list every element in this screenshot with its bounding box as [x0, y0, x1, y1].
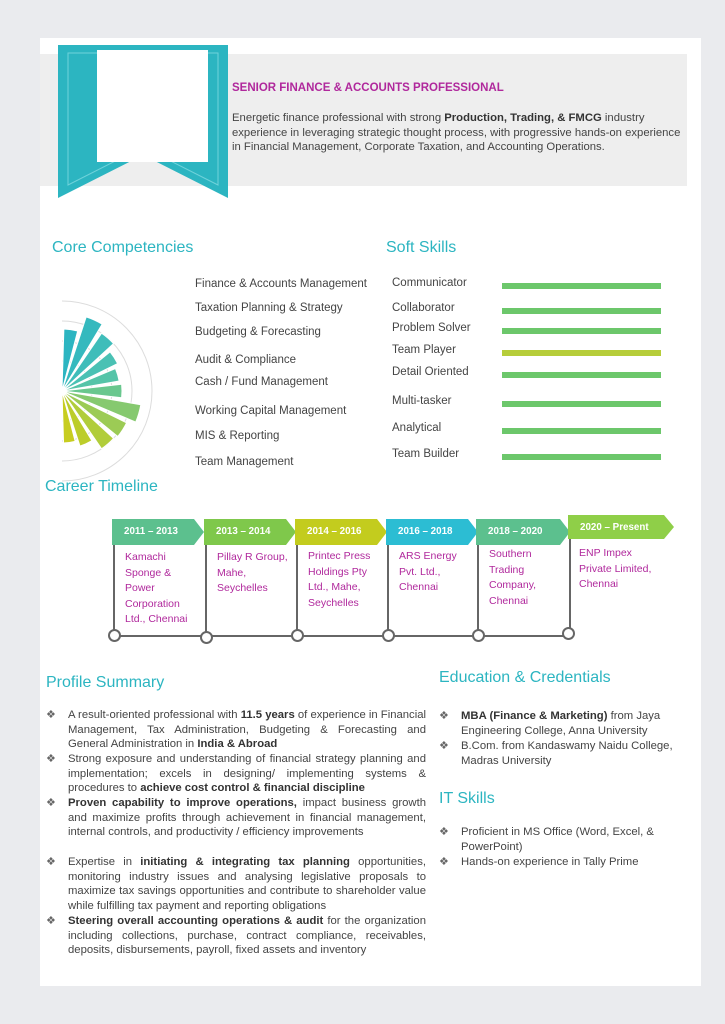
resume-page	[40, 38, 701, 986]
soft-skill-label: Team Player	[392, 344, 456, 356]
timeline-period: 2014 – 2016	[307, 526, 362, 537]
diamond-bullet-icon: ❖	[439, 826, 449, 838]
timeline-connector	[477, 545, 479, 635]
timeline-dot	[108, 629, 121, 642]
soft-skill-label: Problem Solver	[392, 322, 471, 334]
timeline-company: ARS Energy Pvt. Ltd., Chennai	[399, 550, 457, 593]
competency-item: Audit & Compliance	[195, 354, 296, 366]
soft-skill-label: Team Builder	[392, 448, 460, 460]
competency-item: Working Capital Management	[195, 405, 347, 417]
timeline-company: Printec Press Holdings Pty Ltd., Mahe, Seychelles	[308, 550, 371, 609]
competency-radial-chart	[60, 286, 160, 496]
soft-skill-label: Detail Oriented	[392, 366, 469, 378]
competency-item: Taxation Planning & Strategy	[195, 302, 343, 314]
competency-item: Finance & Accounts Management	[195, 278, 367, 290]
timeline-company: Southern Trading Company, Chennai	[489, 548, 537, 607]
competency-item: Team Management	[195, 456, 294, 468]
soft-skill-label: Communicator	[392, 277, 467, 289]
profile-bullet: ❖ Expertise in initiating & integrating tax planning opportunities, monitoring industry issues and analysing legislative proposals to maximize tax savings opportunities and contribute to shareholder value while fulfilling tax payment and reporting obligations	[46, 856, 426, 912]
diamond-bullet-icon: ❖	[46, 856, 56, 868]
core-competencies-heading: Core Competencies	[52, 239, 194, 256]
timeline-period: 2018 – 2020	[488, 526, 543, 537]
profile-bullet: ❖ Strong exposure and understanding of financial strategy planning and implementation; excels in designing/ implementing systems & procedures to achieve cost control & financial discipline	[46, 753, 426, 795]
timeline-period: 2020 – Present	[580, 522, 649, 533]
headline-title: SENIOR FINANCE & ACCOUNTS PROFESSIONAL	[232, 82, 504, 94]
education-item: ❖ MBA (Finance & Marketing) from Jaya Engineering College, Anna University	[439, 710, 661, 737]
timeline-period: 2013 – 2014	[216, 526, 271, 537]
headline-summary: Energetic finance professional with strong Production, Trading, & FMCG industry experience in leveraging strategic thought process, with progressive hands-on experience in Financial Management, Corporate Taxation, and Accounting Operations.	[232, 112, 681, 153]
soft-skill-bar	[502, 350, 661, 356]
soft-skills-heading: Soft Skills	[386, 239, 457, 256]
diamond-bullet-icon: ❖	[46, 797, 56, 809]
profile-bullet: ❖ Proven capability to improve operations, impact business growth and maximize profits through achievement in financial management, internal controls, and productivity / efficiency improvements	[46, 797, 426, 839]
soft-skill-bar	[502, 308, 661, 314]
diamond-bullet-icon: ❖	[46, 753, 56, 765]
timeline-company: ENP Impex Private Limited, Chennai	[579, 547, 652, 590]
timeline-connector	[569, 539, 571, 633]
competency-item: Cash / Fund Management	[195, 376, 328, 388]
timeline-period: 2016 – 2018	[398, 526, 453, 537]
soft-skill-label: Collaborator	[392, 302, 455, 314]
diamond-bullet-icon: ❖	[439, 856, 449, 868]
soft-skill-bar	[502, 328, 661, 334]
soft-skill-label: Analytical	[392, 422, 442, 434]
profile-bullet: ❖ A result-oriented professional with 11.5 years of experience in Financial Management, Tax Administration, Budgeting & Forecasting and General Administration in India & Abroad	[46, 709, 427, 751]
soft-skill-bar	[502, 372, 661, 378]
timeline-period: 2011 – 2013	[124, 526, 178, 537]
timeline-company: Kamachi Sponge & Power Corporation Ltd., Chennai	[125, 551, 188, 625]
diamond-bullet-icon: ❖	[46, 915, 56, 927]
diamond-bullet-icon: ❖	[46, 709, 56, 721]
timeline-axis	[113, 635, 571, 637]
it-skills-heading: IT Skills	[439, 790, 495, 807]
education-heading: Education & Credentials	[439, 669, 611, 686]
career-timeline-heading: Career Timeline	[45, 478, 158, 495]
timeline-connector	[387, 545, 389, 635]
competency-item: Budgeting & Forecasting	[195, 326, 321, 338]
it-skill-item: ❖ Proficient in MS Office (Word, Excel, & PowerPoint)	[439, 826, 654, 853]
profile-bullet: ❖ Steering overall accounting operations & audit for the organization including collections, purchase, contract compliance, receivables, deposits, disbursements, payroll, fixed assets and inventory	[46, 915, 426, 957]
soft-skill-bar	[502, 283, 661, 289]
diamond-bullet-icon: ❖	[439, 740, 449, 752]
profile-summary-heading: Profile Summary	[46, 674, 165, 691]
soft-skill-bar	[502, 428, 661, 434]
diamond-bullet-icon: ❖	[439, 710, 449, 722]
soft-skill-label: Multi-tasker	[392, 395, 452, 407]
competency-item: MIS & Reporting	[195, 430, 280, 442]
timeline-dot	[200, 631, 213, 644]
timeline-dot	[472, 629, 485, 642]
timeline-dot	[562, 627, 575, 640]
education-item: ❖ B.Com. from Kandaswamy Naidu College, Madras University	[439, 740, 673, 767]
timeline-dot	[382, 629, 395, 642]
timeline-company: Pillay R Group, Mahe, Seychelles	[217, 551, 288, 594]
soft-skill-bar	[502, 454, 661, 460]
timeline-connector	[113, 545, 115, 635]
soft-skill-bar	[502, 401, 661, 407]
radial-segments	[62, 317, 141, 449]
timeline-dot	[291, 629, 304, 642]
it-skill-item: ❖ Hands-on experience in Tally Prime	[439, 856, 639, 868]
timeline-connector	[205, 545, 207, 637]
profile-photo-placeholder	[97, 50, 208, 162]
